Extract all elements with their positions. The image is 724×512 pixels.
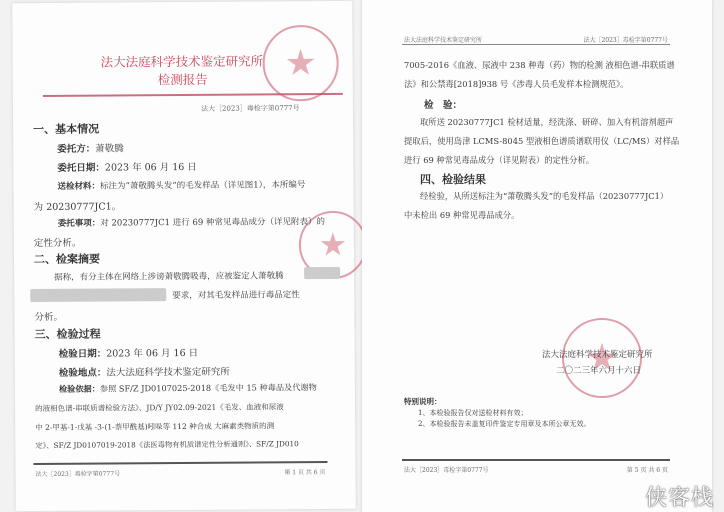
body-text: 取所送 20230777JC1 检材适量，经洗涤、研碎、加入有机溶剂超声 <box>420 117 674 127</box>
redaction-box <box>30 288 166 302</box>
body-text: 7005-2016《血液、尿液中 238 种毒（药）物的检测 液相色谱-串联质谱 <box>404 60 675 70</box>
footer-report-number: 法大［2023］毒检字第0777号 <box>35 470 121 479</box>
summary-text: 分析。 <box>34 311 63 324</box>
field-value: 标注为“萧敬腾头发”的毛发样品（详见图1），本所编号 <box>99 180 306 192</box>
field-value: 2023 年 06 月 16 日 <box>106 347 199 360</box>
official-seal <box>262 25 339 102</box>
field-label: 检验日期： <box>58 348 107 360</box>
report-page-5 <box>362 0 712 512</box>
section-heading: 三、检验过程 <box>34 327 101 342</box>
section-heading: 一、基本情况 <box>33 122 100 137</box>
footer-report-number: 法大［2023］毒检字第0777号 <box>404 467 489 474</box>
body-text: 法》和公禁毒[2018]938 号《涉毒人员毛发样本检测规范》。 <box>404 79 629 89</box>
field-value: 定性分析。 <box>33 237 82 250</box>
seal-star-icon <box>286 49 315 78</box>
report-page-1 <box>12 1 356 511</box>
field-value: 萧敬腾 <box>95 143 124 155</box>
field-value: 的液相色谱-串联质谱检验方法》、JD/Y JY02.09-2021《毛发、血液和尿液 <box>35 402 284 414</box>
field-label: 检验依据： <box>58 383 100 394</box>
result-text: 中未检出 69 种常见毒品成分。 <box>404 210 520 220</box>
report-number: 法大［2023］毒检字第0777号 <box>200 104 300 113</box>
field-value: 定》、SF/Z JD0107019-2018《法医毒物有机质谱定性分析通则》、SF/Z JD010 <box>35 439 299 451</box>
subsection-heading: 检 验： <box>424 100 463 111</box>
note-item: 1、本检验报告仅对送检材料有效； <box>418 409 528 417</box>
footer-page-number: 第 5 页 共 6 页 <box>626 467 668 474</box>
body-text: 进行 69 种常见毒品成分（详见附表）的定性分析。 <box>404 155 595 165</box>
section-heading: 二、检案摘要 <box>33 252 101 267</box>
summary-text: 据称，有分主体在网络上涉谤萧敬腾吸毒，应被鉴定人萧敬腾 <box>54 271 284 283</box>
field-value: 2023 年 06 月 16 日 <box>104 161 197 174</box>
result-text: 经检验，从所送标注为“萧敬腾头发”的毛发样品（20230777JC1） <box>420 191 669 201</box>
report-title: 检测报告 <box>157 71 208 88</box>
body-text: 提取后，使用岛津 LCMS-8045 型液相色谱质谱联用仪（LC/MS）对样品 <box>404 136 680 146</box>
institute-title: 法大法庭科学技术鉴定研究所 <box>100 53 264 70</box>
header-report-number: 法大［2023］毒检字第0777号 <box>583 37 668 44</box>
footer-page-number: 第 1 页 共 6 页 <box>284 469 326 477</box>
header-institute: 法大法庭科学技术鉴定研究所 <box>404 37 483 44</box>
field-label: 委托日期： <box>57 162 105 174</box>
seal-star-icon <box>320 232 346 258</box>
signature-date: 二〇二三年六月十六日 <box>556 366 642 376</box>
field-value: 中 2-甲基-1-戊基 -3-(1-萘甲酰基)吲哚等 112 种合成 大麻素类物质的测 <box>35 421 275 433</box>
summary-text: 要求，对其毛发样品进行毒品定性 <box>172 290 300 302</box>
watermark: 侠客栈 <box>644 486 714 511</box>
note-item: 2、本检验报告未盖复印件鉴定专用章及本所公章无效。 <box>418 420 591 428</box>
field-value: 为 20230777JC1。 <box>33 201 122 214</box>
field-label: 委托事项： <box>57 218 101 229</box>
field-value: 对 20230777JC1 进行 69 种常见毒品成分（详见附表）的 <box>100 217 326 229</box>
field-value: 法大法庭科学技术鉴定研究所 <box>106 366 230 379</box>
section-heading: 四、检验结果 <box>420 173 486 186</box>
notes-heading: 特别说明： <box>404 397 442 406</box>
footer-divider <box>402 459 670 461</box>
signature-organization: 法大法庭科学技术鉴定研究所 <box>542 350 653 360</box>
redaction-box <box>304 267 340 279</box>
field-value: 参照 SF/Z JD0107025-2018《毛发中 15 种毒品及代谢物 <box>99 382 317 394</box>
field-label: 检验地点： <box>58 367 107 379</box>
field-label: 委托方： <box>57 143 96 155</box>
field-label: 送检材料： <box>57 181 101 192</box>
footer-divider <box>33 461 327 465</box>
header-divider <box>402 44 670 45</box>
